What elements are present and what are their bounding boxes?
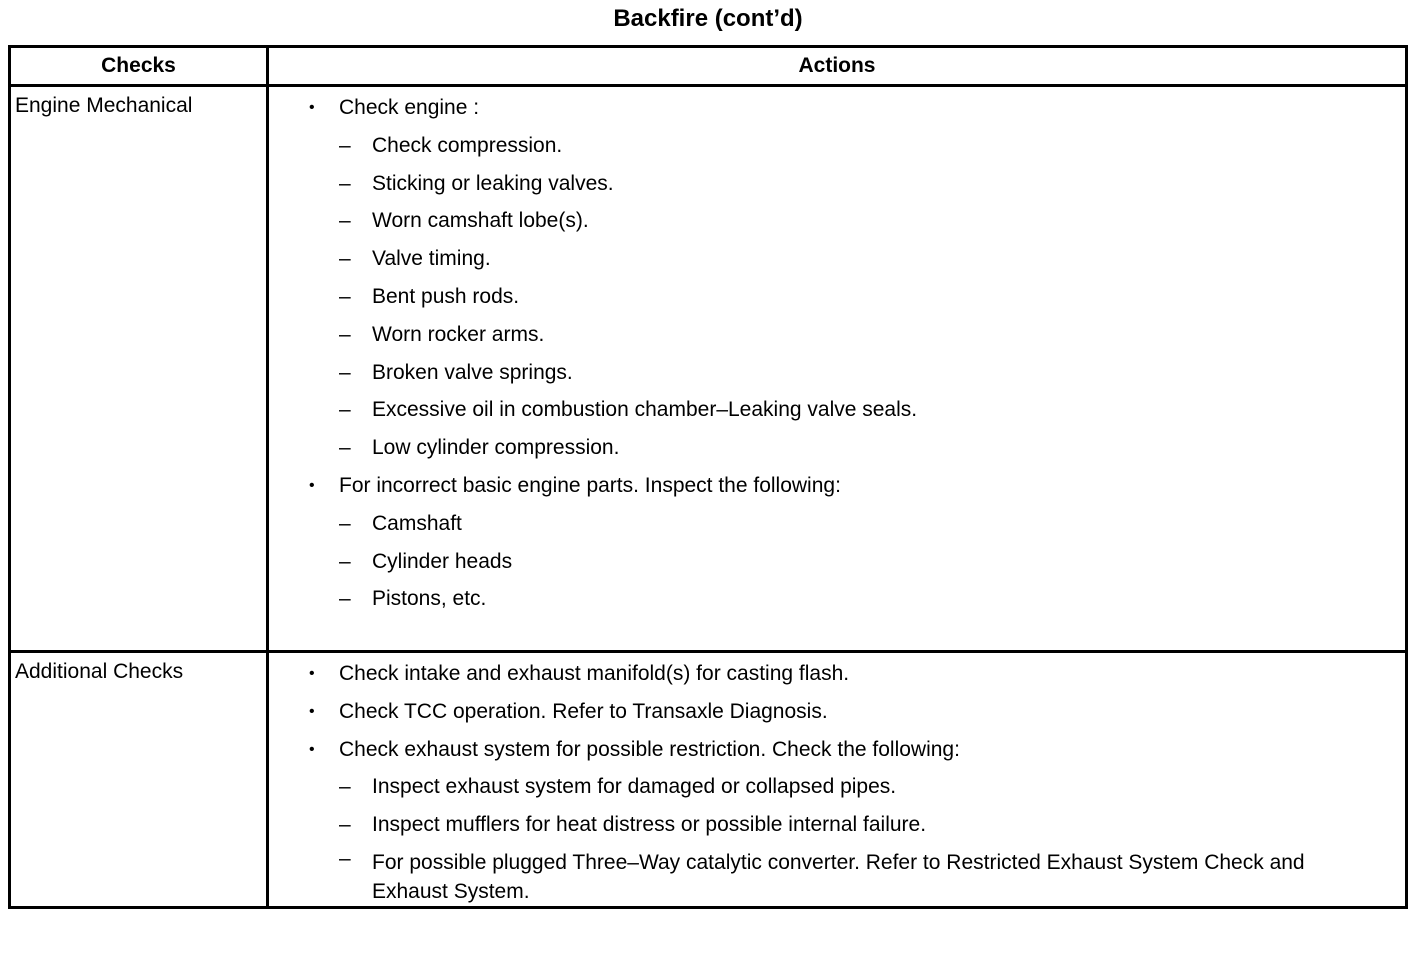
actions-cell — [268, 86, 1407, 652]
action-dash-item: – Excessive oil in combustion chamber–Leaking valve seals. — [309, 391, 1365, 429]
action-dash-item: – Camshaft — [309, 505, 1365, 543]
action-bullet-item: • For incorrect basic engine parts. Inspect the following: — [309, 467, 1365, 505]
checks-cell — [10, 86, 268, 652]
actions-column-header: Actions — [268, 47, 1407, 86]
actions-list — [269, 653, 1405, 906]
table-row-engine-mechanical — [10, 86, 1407, 652]
backfire-table — [8, 45, 1408, 909]
action-dash-item: – Inspect exhaust system for damaged or collapsed pipes. — [309, 768, 1365, 806]
action-dash-item: – Low cylinder compression. — [309, 429, 1365, 467]
table-row-additional-checks — [10, 652, 1407, 908]
action-dash-item: – Pistons, etc. — [309, 580, 1365, 618]
actions-list — [269, 87, 1405, 618]
page-title: Backfire (cont’d) — [613, 5, 803, 32]
action-dash-item: – Cylinder heads — [309, 543, 1365, 581]
action-dash-item: – Worn camshaft lobe(s). — [309, 202, 1365, 240]
action-dash-item: – Check compression. — [309, 127, 1365, 165]
action-dash-item: – Inspect mufflers for heat distress or possible internal failure. — [309, 806, 1365, 844]
action-bullet-item: • Check TCC operation. Refer to Transaxle Diagnosis. — [309, 693, 1365, 731]
check-label: Engine Mechanical — [15, 94, 193, 117]
table-header-row — [10, 47, 1407, 86]
action-bullet-item: • Check engine : — [309, 89, 1365, 127]
action-bullet-item: • Check exhaust system for possible restriction. Check the following: — [309, 731, 1365, 769]
checks-column-header: Checks — [10, 47, 268, 86]
checks-cell — [10, 652, 268, 908]
action-bullet-item: • Check intake and exhaust manifold(s) for casting flash. — [309, 655, 1365, 693]
action-dash-item: – Valve timing. — [309, 240, 1365, 278]
action-dash-item: – Worn rocker arms. — [309, 316, 1365, 354]
action-dash-item: – For possible plugged Three–Way catalytic converter. Refer to Restricted Exhaust System Check and Exhaust System. — [309, 844, 1365, 906]
check-label: Additional Checks — [15, 660, 184, 683]
action-dash-item: – Sticking or leaking valves. — [309, 165, 1365, 203]
action-dash-item: – Broken valve springs. — [309, 354, 1365, 392]
action-dash-item: – Bent push rods. — [309, 278, 1365, 316]
actions-cell — [268, 652, 1407, 908]
